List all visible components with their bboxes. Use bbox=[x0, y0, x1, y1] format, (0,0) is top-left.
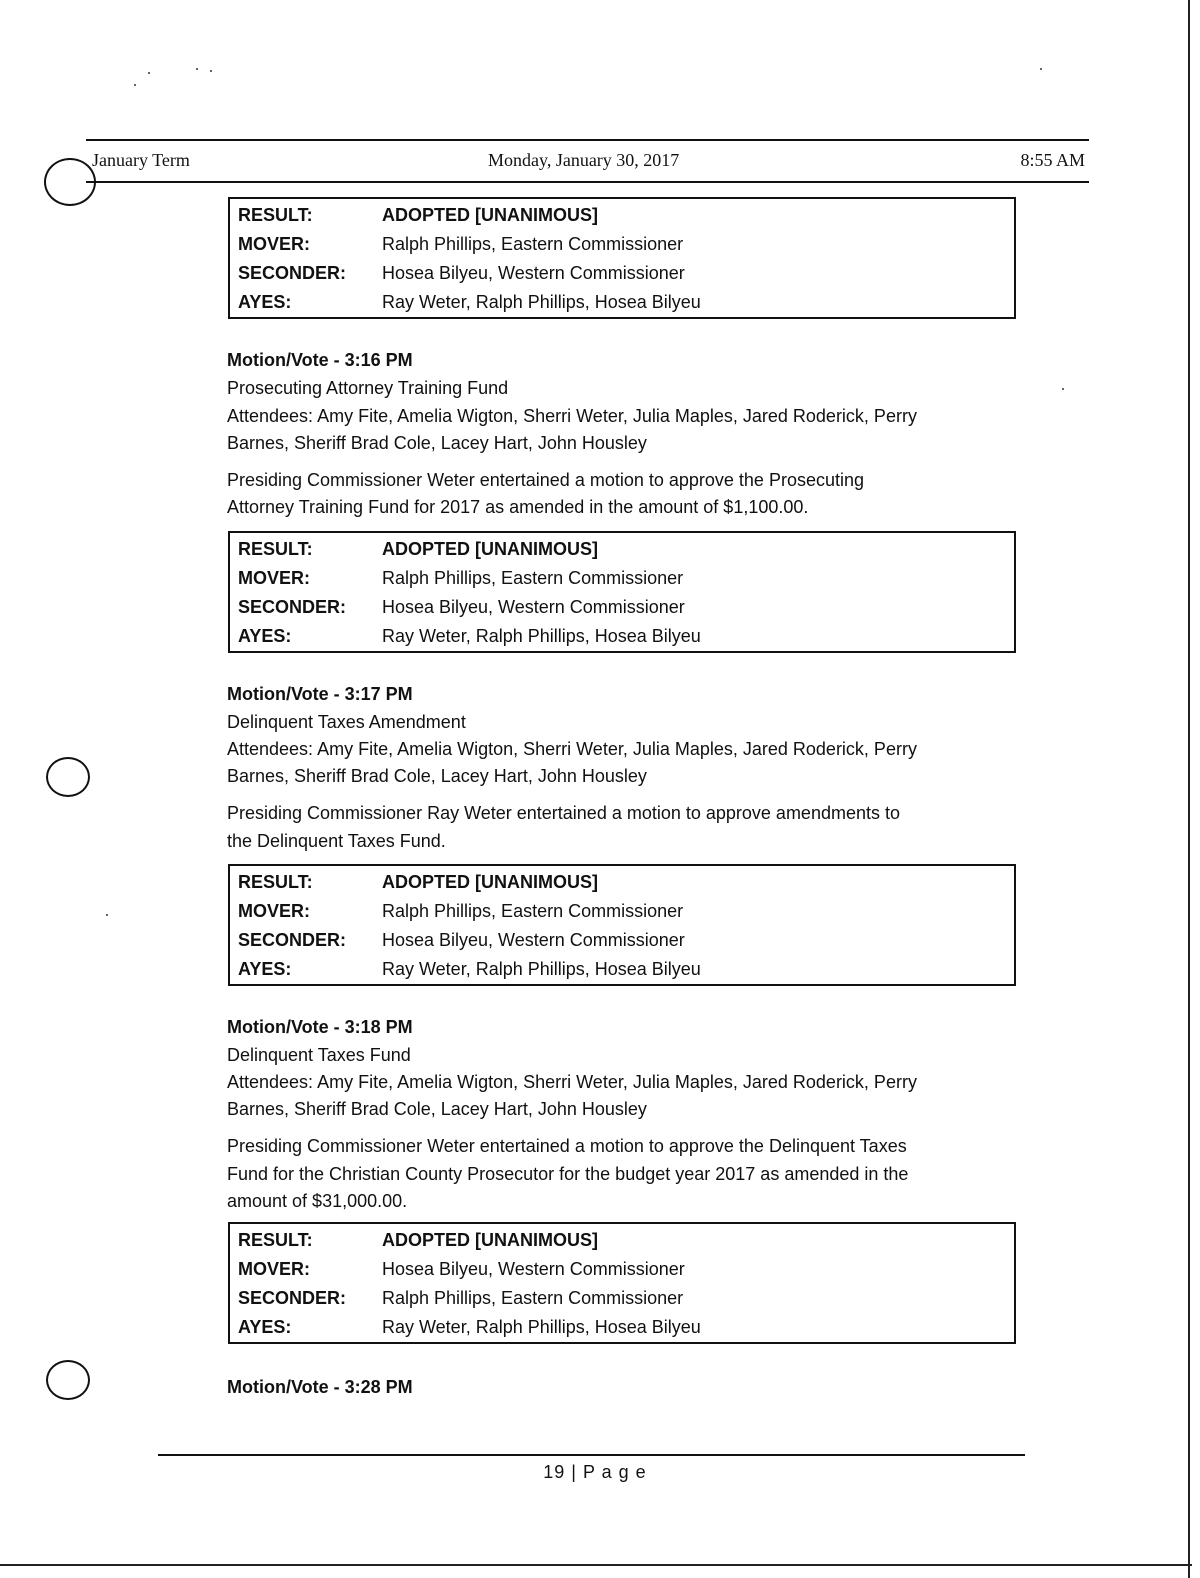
result-row bbox=[230, 868, 1014, 897]
motion-subject: Delinquent Taxes Amendment bbox=[227, 712, 466, 732]
motion-attendees: Attendees: Amy Fite, Amelia Wigton, Sherri Weter, Julia Maples, Jared Roderick, Perry bbox=[227, 739, 917, 759]
motion-heading: Motion/Vote - 3:28 PM bbox=[227, 1377, 413, 1397]
seconder-row bbox=[230, 1284, 1014, 1313]
scan-speck bbox=[196, 68, 198, 70]
ayes-row bbox=[230, 1313, 1014, 1342]
ayes-label: AYES: bbox=[238, 1317, 292, 1337]
ayes-value: Ray Weter, Ralph Phillips, Hosea Bilyeu bbox=[382, 626, 701, 646]
mover-label: MOVER: bbox=[238, 568, 310, 588]
result-label: RESULT: bbox=[238, 205, 313, 225]
motion-description: Presiding Commissioner Weter entertained a motion to approve the Delinquent Taxes bbox=[227, 1136, 907, 1156]
ayes-label: AYES: bbox=[238, 626, 292, 646]
vote-result-box bbox=[228, 531, 1016, 653]
page-frame-right bbox=[1188, 0, 1190, 1578]
scan-speck bbox=[1062, 388, 1064, 390]
seconder-value: Ralph Phillips, Eastern Commissioner bbox=[382, 1288, 684, 1308]
ayes-label: AYES: bbox=[238, 292, 292, 312]
ayes-value: Ray Weter, Ralph Phillips, Hosea Bilyeu bbox=[382, 292, 701, 312]
result-value: ADOPTED [UNANIMOUS] bbox=[382, 872, 598, 892]
seconder-value: Hosea Bilyeu, Western Commissioner bbox=[382, 597, 685, 617]
ayes-row bbox=[230, 955, 1014, 984]
header-term: January Term bbox=[92, 150, 190, 170]
mover-label: MOVER: bbox=[238, 234, 310, 254]
result-row bbox=[230, 1226, 1014, 1255]
mover-row bbox=[230, 564, 1014, 593]
header-date: Monday, January 30, 2017 bbox=[488, 150, 680, 170]
seconder-label: SECONDER: bbox=[238, 597, 347, 617]
seconder-label: SECONDER: bbox=[238, 263, 347, 283]
page-frame-bottom bbox=[0, 1564, 1192, 1566]
result-row bbox=[230, 201, 1014, 230]
scan-speck bbox=[148, 72, 150, 74]
motion-subject: Prosecuting Attorney Training Fund bbox=[227, 378, 509, 398]
mover-row bbox=[230, 897, 1014, 926]
motion-description-cont: Fund for the Christian County Prosecutor for the budget year 2017 as amended in the bbox=[227, 1164, 909, 1184]
vote-result-box bbox=[228, 197, 1016, 319]
motion-attendees: Attendees: Amy Fite, Amelia Wigton, Sherri Weter, Julia Maples, Jared Roderick, Perry bbox=[227, 406, 917, 426]
vote-result-box bbox=[228, 864, 1016, 986]
scan-speck bbox=[134, 84, 136, 86]
ayes-value: Ray Weter, Ralph Phillips, Hosea Bilyeu bbox=[382, 959, 701, 979]
punch-hole-middle bbox=[46, 757, 90, 797]
page-number: 19 | P a g e bbox=[543, 1462, 647, 1482]
motion-description: Presiding Commissioner Weter entertained a motion to approve the Prosecuting bbox=[227, 470, 864, 490]
result-value: ADOPTED [UNANIMOUS] bbox=[382, 1230, 598, 1250]
header-rule-bottom bbox=[86, 181, 1089, 183]
punch-hole-bottom bbox=[46, 1360, 90, 1400]
result-row bbox=[230, 535, 1014, 564]
mover-value: Ralph Phillips, Eastern Commissioner bbox=[382, 234, 684, 254]
footer-rule bbox=[158, 1454, 1025, 1456]
ayes-row bbox=[230, 622, 1014, 651]
result-value: ADOPTED [UNANIMOUS] bbox=[382, 205, 598, 225]
seconder-row bbox=[230, 926, 1014, 955]
seconder-label: SECONDER: bbox=[238, 1288, 347, 1308]
scan-speck bbox=[1040, 68, 1042, 70]
seconder-value: Hosea Bilyeu, Western Commissioner bbox=[382, 930, 685, 950]
mover-label: MOVER: bbox=[238, 1259, 310, 1279]
scan-speck bbox=[210, 70, 212, 72]
motion-heading: Motion/Vote - 3:18 PM bbox=[227, 1017, 413, 1037]
motion-heading: Motion/Vote - 3:16 PM bbox=[227, 350, 413, 370]
seconder-row bbox=[230, 593, 1014, 622]
result-label: RESULT: bbox=[238, 539, 313, 559]
mover-value: Ralph Phillips, Eastern Commissioner bbox=[382, 901, 684, 921]
motion-description-cont: Attorney Training Fund for 2017 as amended in the amount of $1,100.00. bbox=[227, 497, 809, 517]
mover-row bbox=[230, 230, 1014, 259]
mover-value: Ralph Phillips, Eastern Commissioner bbox=[382, 568, 684, 588]
motion-description: Presiding Commissioner Ray Weter entertained a motion to approve amendments to bbox=[227, 803, 900, 823]
seconder-label: SECONDER: bbox=[238, 930, 347, 950]
result-label: RESULT: bbox=[238, 1230, 313, 1250]
result-value: ADOPTED [UNANIMOUS] bbox=[382, 539, 598, 559]
vote-result-box bbox=[228, 1222, 1016, 1344]
ayes-value: Ray Weter, Ralph Phillips, Hosea Bilyeu bbox=[382, 1317, 701, 1337]
header-time: 8:55 AM bbox=[1020, 150, 1085, 170]
header-rule-top bbox=[86, 139, 1089, 141]
mover-value: Hosea Bilyeu, Western Commissioner bbox=[382, 1259, 685, 1279]
result-label: RESULT: bbox=[238, 872, 313, 892]
mover-label: MOVER: bbox=[238, 901, 310, 921]
seconder-row bbox=[230, 259, 1014, 288]
motion-heading: Motion/Vote - 3:17 PM bbox=[227, 684, 413, 704]
scan-speck bbox=[106, 914, 108, 916]
motion-description-cont: the Delinquent Taxes Fund. bbox=[227, 831, 446, 851]
motion-attendees: Attendees: Amy Fite, Amelia Wigton, Sherri Weter, Julia Maples, Jared Roderick, Perry bbox=[227, 1072, 917, 1092]
motion-attendees-cont: Barnes, Sheriff Brad Cole, Lacey Hart, John Housley bbox=[227, 1099, 647, 1119]
ayes-row bbox=[230, 288, 1014, 317]
seconder-value: Hosea Bilyeu, Western Commissioner bbox=[382, 263, 685, 283]
motion-attendees-cont: Barnes, Sheriff Brad Cole, Lacey Hart, John Housley bbox=[227, 433, 647, 453]
ayes-label: AYES: bbox=[238, 959, 292, 979]
motion-subject: Delinquent Taxes Fund bbox=[227, 1045, 411, 1065]
motion-description-cont: amount of $31,000.00. bbox=[227, 1191, 408, 1211]
motion-attendees-cont: Barnes, Sheriff Brad Cole, Lacey Hart, John Housley bbox=[227, 766, 647, 786]
mover-row bbox=[230, 1255, 1014, 1284]
